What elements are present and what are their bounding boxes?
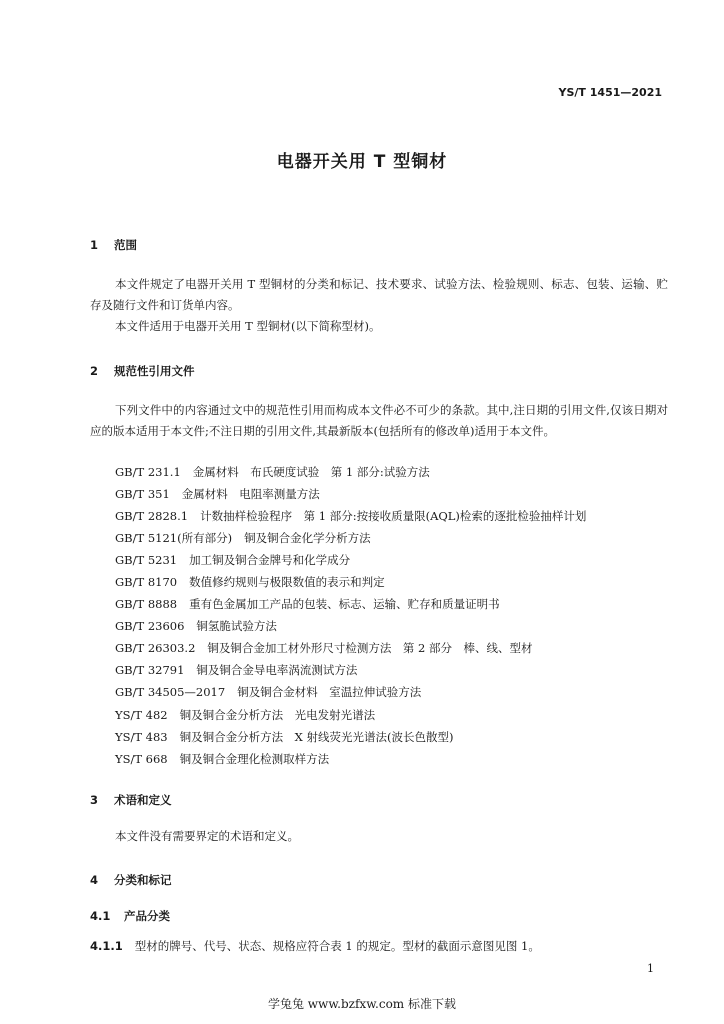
reference-title: 铜及铜合金加工材外形尺寸检测方法 第 2 部分 棒、线、型材 xyxy=(207,641,533,656)
reference-item xyxy=(115,527,586,549)
reference-title: 铜及铜合金导电率涡流测试方法 xyxy=(196,663,358,678)
reference-code: GB/T 5121(所有部分) xyxy=(115,531,233,546)
reference-item xyxy=(115,748,586,770)
reference-code: YS/T 482 xyxy=(115,707,168,722)
reference-code: GB/T 32791 xyxy=(115,663,185,678)
reference-item xyxy=(115,681,586,703)
section-title: 范围 xyxy=(114,238,138,252)
standard-number: YS/T 1451—2021 xyxy=(558,86,662,99)
reference-code: GB/T 2828.1 xyxy=(115,509,189,524)
section-heading-1 xyxy=(90,237,137,253)
section-number: 4 xyxy=(90,873,99,887)
paragraph: 本文件没有需要界定的术语和定义。 xyxy=(115,829,299,843)
reference-title: 重有色金属加工产品的包装、标志、运输、贮存和质量证明书 xyxy=(189,597,500,612)
reference-title: 铜及铜合金材料 室温拉伸试验方法 xyxy=(237,685,422,700)
reference-title: 铜及铜合金分析方法 光电发射光谱法 xyxy=(179,707,376,722)
reference-title: 加工铜及铜合金牌号和化学成分 xyxy=(189,553,351,568)
section-heading-4 xyxy=(90,872,172,888)
reference-title: 铜及铜合金化学分析方法 xyxy=(244,531,371,546)
reference-code: YS/T 483 xyxy=(115,729,168,744)
section-heading-2 xyxy=(90,363,195,379)
reference-title: 数值修约规则与极限数值的表示和判定 xyxy=(189,575,385,590)
reference-title: 铜及铜合金理化检测取样方法 xyxy=(179,751,330,766)
section-title: 术语和定义 xyxy=(114,793,172,807)
clause-text: 型材的牌号、代号、状态、规格应符合表 1 的规定。型材的截面示意图见图 1。 xyxy=(134,939,540,953)
reference-code: GB/T 23606 xyxy=(115,619,185,634)
reference-item xyxy=(115,483,586,505)
reference-item xyxy=(115,637,586,659)
reference-title: 铜及铜合金分析方法 X 射线荧光光谱法(波长色散型) xyxy=(179,729,454,744)
subsection-number: 4.1 xyxy=(90,909,111,923)
reference-code: GB/T 5231 xyxy=(115,553,178,568)
reference-item xyxy=(115,704,586,726)
reference-item xyxy=(115,726,586,748)
section-number: 2 xyxy=(90,364,99,378)
reference-item xyxy=(115,461,586,483)
section-heading-3 xyxy=(90,792,172,808)
reference-title: 铜氢脆试验方法 xyxy=(196,619,277,634)
reference-code: YS/T 668 xyxy=(115,751,168,766)
reference-code: GB/T 8170 xyxy=(115,575,178,590)
paragraph: 本文件适用于电器开关用 T 型铜材(以下简称型材)。 xyxy=(115,319,381,333)
normative-references-list xyxy=(115,461,586,770)
reference-item xyxy=(115,659,586,681)
reference-item xyxy=(115,505,586,527)
section-title: 分类和标记 xyxy=(114,873,172,887)
subsection-title: 产品分类 xyxy=(124,909,171,923)
reference-code: GB/T 231.1 xyxy=(115,465,181,479)
reference-code: GB/T 26303.2 xyxy=(115,641,196,656)
section-number: 3 xyxy=(90,793,99,807)
reference-title: 金属材料 电阻率测量方法 xyxy=(181,487,320,502)
reference-title: 计数抽样检验程序 第 1 部分:按接收质量限(AQL)检索的逐批检验抽样计划 xyxy=(200,509,587,524)
reference-item xyxy=(115,615,586,637)
footer-watermark: 学兔兔 www.bzfxw.com 标准下载 xyxy=(267,997,457,1011)
clause-4-1-1 xyxy=(90,938,540,954)
clause-number: 4.1.1 xyxy=(90,939,123,953)
reference-code: GB/T 8888 xyxy=(115,597,178,612)
reference-code: GB/T 34505—2017 xyxy=(115,685,226,700)
page-number: 1 xyxy=(647,962,654,975)
reference-item xyxy=(115,549,586,571)
reference-item xyxy=(115,571,586,593)
section-title: 规范性引用文件 xyxy=(114,364,195,378)
reference-code: GB/T 351 xyxy=(115,487,170,502)
reference-title: 金属材料 布氏硬度试验 第 1 部分:试验方法 xyxy=(192,465,430,479)
paragraph: 本文件规定了电器开关用 T 型铜材的分类和标记、技术要求、试验方法、检验规则、标志、包装、运输、贮存及随行文件和订货单内容。 xyxy=(90,277,668,312)
document-title: 电器开关用 T 型铜材 xyxy=(276,152,448,172)
section-number: 1 xyxy=(90,238,99,252)
paragraph: 下列文件中的内容通过文中的规范性引用而构成本文件必不可少的条款。其中,注日期的引用文件,仅该日期对应的版本适用于本文件;不注日期的引用文件,其最新版本(包括所有的修改单)适用于本文件。 xyxy=(90,403,668,438)
reference-item xyxy=(115,593,586,615)
subsection-heading-4-1 xyxy=(90,908,170,924)
